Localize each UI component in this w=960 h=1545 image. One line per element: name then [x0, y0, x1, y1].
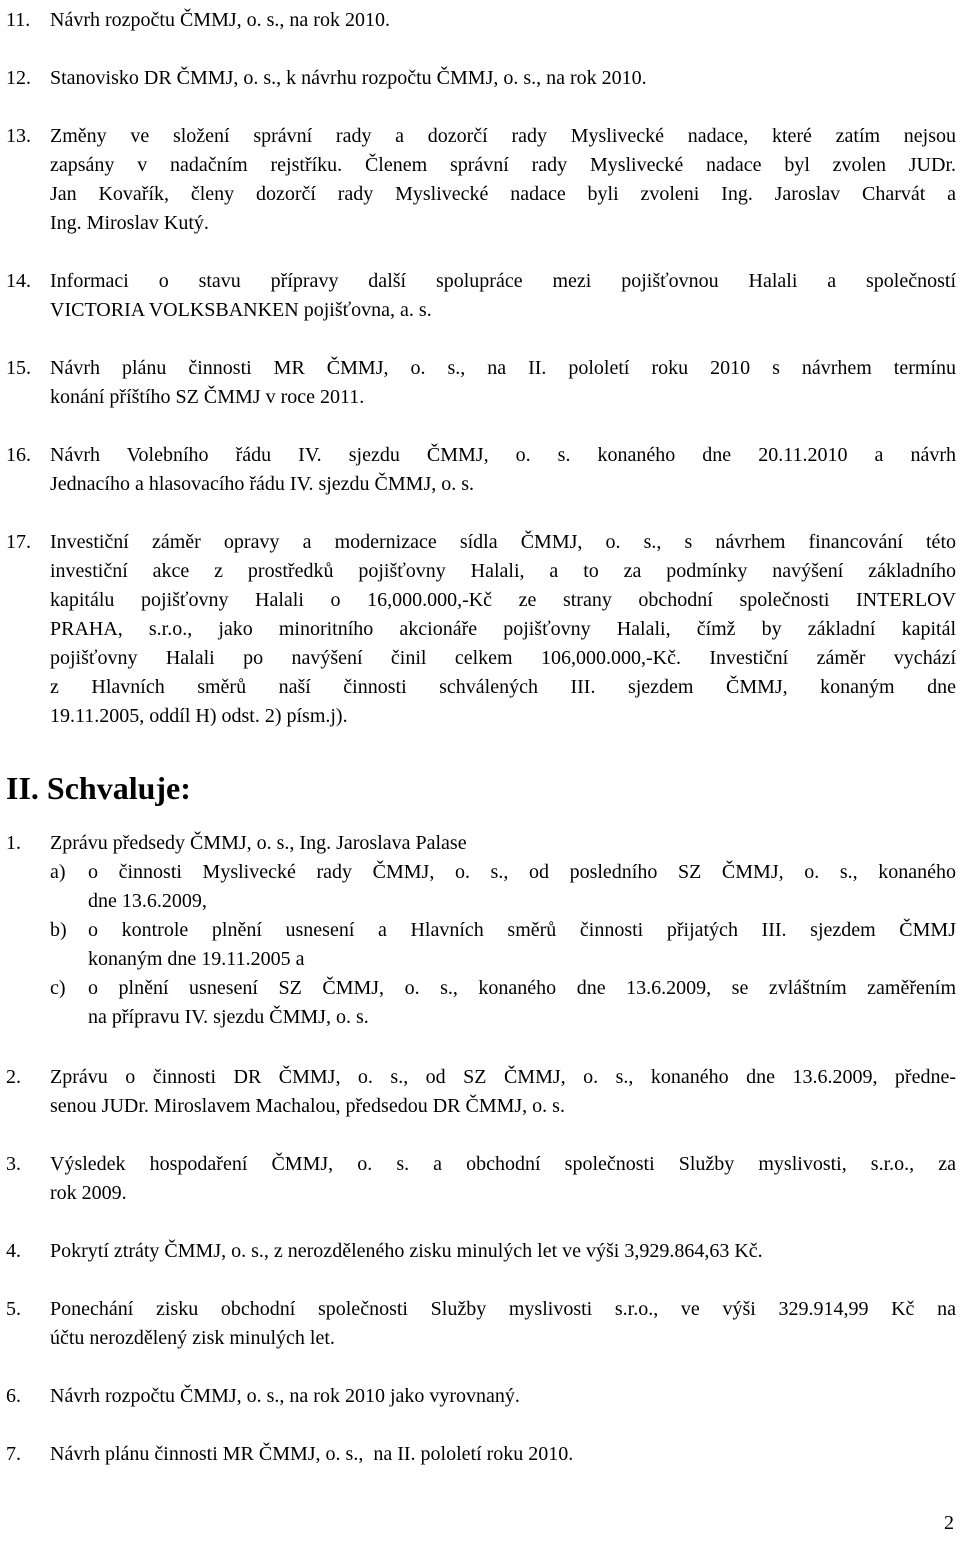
item-text [50, 267, 956, 325]
item-line: Návrh rozpočtu ČMMJ, o. s., na rok 2010. [50, 9, 390, 31]
item-line: Ponechání zisku obchodní společnosti Služby myslivosti s.r.o., ve výši 329.914,99 Kč na [50, 1298, 956, 1320]
approve-item-6 [6, 1382, 956, 1411]
item-text [50, 1382, 956, 1411]
sub-item-b [50, 916, 956, 974]
item-line: Zprávu o činnosti DR ČMMJ, o. s., od SZ ČMMJ, o. s., konaného dne 13.6.2009, předne- [50, 1066, 956, 1088]
item-number: 2. [6, 1066, 21, 1088]
item-line: Informaci o stavu přípravy další spolupráce mezi pojišťovnou Halali a společností [50, 270, 956, 292]
item-line: Návrh rozpočtu ČMMJ, o. s., na rok 2010 jako vyrovnaný. [50, 1385, 520, 1407]
item-line: Jednacího a hlasovacího řádu IV. sjezdu ČMMJ, o. s. [50, 473, 475, 495]
item-line: z Hlavních směrů naší činnosti schválených III. sjezdem ČMMJ, konaným dne [50, 676, 956, 698]
item-line: Pokrytí ztráty ČMMJ, o. s., z nerozděleného zisku minulých let ve výši 3,929.864,63 Kč. [50, 1240, 763, 1262]
item-line: zapsány v nadačním rejstříku. Členem správní rady Myslivecké nadace byl zvolen JUDr. [50, 154, 956, 176]
item-text [50, 441, 956, 499]
item-number: 13. [6, 125, 31, 147]
item-line: Investiční záměr opravy a modernizace sídla ČMMJ, o. s., s návrhem financování této [50, 531, 956, 553]
item-line: Jan Kovařík, členy dozorčí rady Myslivecké nadace byli zvoleni Ing. Jaroslav Charvát a [50, 183, 956, 205]
sub-item-c [50, 974, 956, 1032]
item-text [50, 1237, 956, 1266]
item-number: 4. [6, 1240, 21, 1262]
item-letter: a) [50, 861, 66, 883]
item-line: senou JUDr. Miroslavem Machalou, předsedou DR ČMMJ, o. s. [50, 1095, 565, 1117]
item-number: 17. [6, 531, 31, 553]
item-text [50, 122, 956, 238]
item-line: Zprávu předsedy ČMMJ, o. s., Ing. Jaroslava Palase [50, 832, 467, 854]
item-line: 19.11.2005, oddíl H) odst. 2) písm.j). [50, 705, 348, 727]
item-number: 16. [6, 444, 31, 466]
approve-item-5 [6, 1295, 956, 1353]
item-text [50, 354, 956, 412]
item-line: dne 13.6.2009, [88, 890, 207, 912]
item-letter: c) [50, 977, 66, 999]
approve-item-3 [6, 1150, 956, 1208]
item-line: Výsledek hospodaření ČMMJ, o. s. a obchodní společnosti Služby myslivosti, s.r.o., za [50, 1153, 956, 1175]
list-item-12 [6, 64, 956, 93]
item-line: Návrh Volebního řádu IV. sjezdu ČMMJ, o. s. konaného dne 20.11.2010 a návrh [50, 444, 956, 466]
list-item-11 [6, 6, 956, 35]
item-line: Návrh plánu činnosti MR ČMMJ, o. s., na II. pololetí roku 2010 s návrhem termínu [50, 357, 956, 379]
item-text [50, 1063, 956, 1121]
list-item-16 [6, 441, 956, 499]
list-item-17 [6, 528, 956, 731]
item-line: konání příštího SZ ČMMJ v roce 2011. [50, 386, 365, 408]
item-line: VICTORIA VOLKSBANKEN pojišťovna, a. s. [50, 299, 432, 321]
section-heading: II. Schvaluje: [6, 770, 191, 806]
item-text [50, 528, 956, 731]
item-line: Ing. Miroslav Kutý. [50, 212, 209, 234]
list-item-15 [6, 354, 956, 412]
item-number: 5. [6, 1298, 21, 1320]
item-line: Stanovisko DR ČMMJ, o. s., k návrhu rozpočtu ČMMJ, o. s., na rok 2010. [50, 67, 647, 89]
item-number: 15. [6, 357, 31, 379]
item-line: o kontrole plnění usnesení a Hlavních směrů činnosti přijatých III. sjezdem ČMMJ [88, 919, 956, 941]
item-line: Návrh plánu činnosti MR ČMMJ, o. s., na II. pololetí roku 2010. [50, 1443, 574, 1465]
approve-item-2 [6, 1063, 956, 1121]
item-text [50, 1440, 956, 1469]
item-number: 7. [6, 1443, 21, 1465]
approve-item-1 [6, 829, 956, 858]
approve-item-7 [6, 1440, 956, 1469]
item-number: 3. [6, 1153, 21, 1175]
item-line: konaným dne 19.11.2005 a [88, 948, 305, 970]
item-line: pojišťovny Halali po navýšení činil celkem 106,000.000,-Kč. Investiční záměr vychází [50, 647, 956, 669]
item-line: kapitálu pojišťovny Halali o 16,000.000,-Kč ze strany obchodní společnosti INTERLOV [50, 589, 956, 611]
item-number: 14. [6, 270, 31, 292]
item-line: PRAHA, s.r.o., jako minoritního akcionáře pojišťovny Halali, čímž by základní kapitál [50, 618, 956, 640]
item-text [88, 858, 956, 916]
list-item-14 [6, 267, 956, 325]
item-number: 1. [6, 832, 21, 854]
item-line: rok 2009. [50, 1182, 127, 1204]
item-text [50, 64, 956, 93]
approve-item-4 [6, 1237, 956, 1266]
item-line: na přípravu IV. sjezdu ČMMJ, o. s. [88, 1006, 369, 1028]
item-text [50, 1150, 956, 1208]
list-item-13 [6, 122, 956, 238]
item-text [50, 829, 956, 858]
sub-item-a [50, 858, 956, 916]
item-number: 6. [6, 1385, 21, 1407]
item-line: Změny ve složení správní rady a dozorčí rady Myslivecké nadace, které zatím nejsou [50, 125, 956, 147]
item-text [88, 916, 956, 974]
item-text [88, 974, 956, 1032]
item-text [50, 1295, 956, 1353]
item-line: o plnění usnesení SZ ČMMJ, o. s., konaného dne 13.6.2009, se zvláštním zaměřením [88, 977, 956, 999]
item-line: o činnosti Myslivecké rady ČMMJ, o. s., od posledního SZ ČMMJ, o. s., konaného [88, 861, 956, 883]
item-letter: b) [50, 919, 67, 941]
item-line: účtu nerozdělený zisk minulých let. [50, 1327, 335, 1349]
page-number: 2 [944, 1512, 954, 1534]
item-number: 11. [6, 9, 31, 31]
item-text [50, 6, 956, 35]
item-line: investiční akce z prostředků pojišťovny Halali, a to za podmínky navýšení základního [50, 560, 956, 582]
item-number: 12. [6, 67, 31, 89]
